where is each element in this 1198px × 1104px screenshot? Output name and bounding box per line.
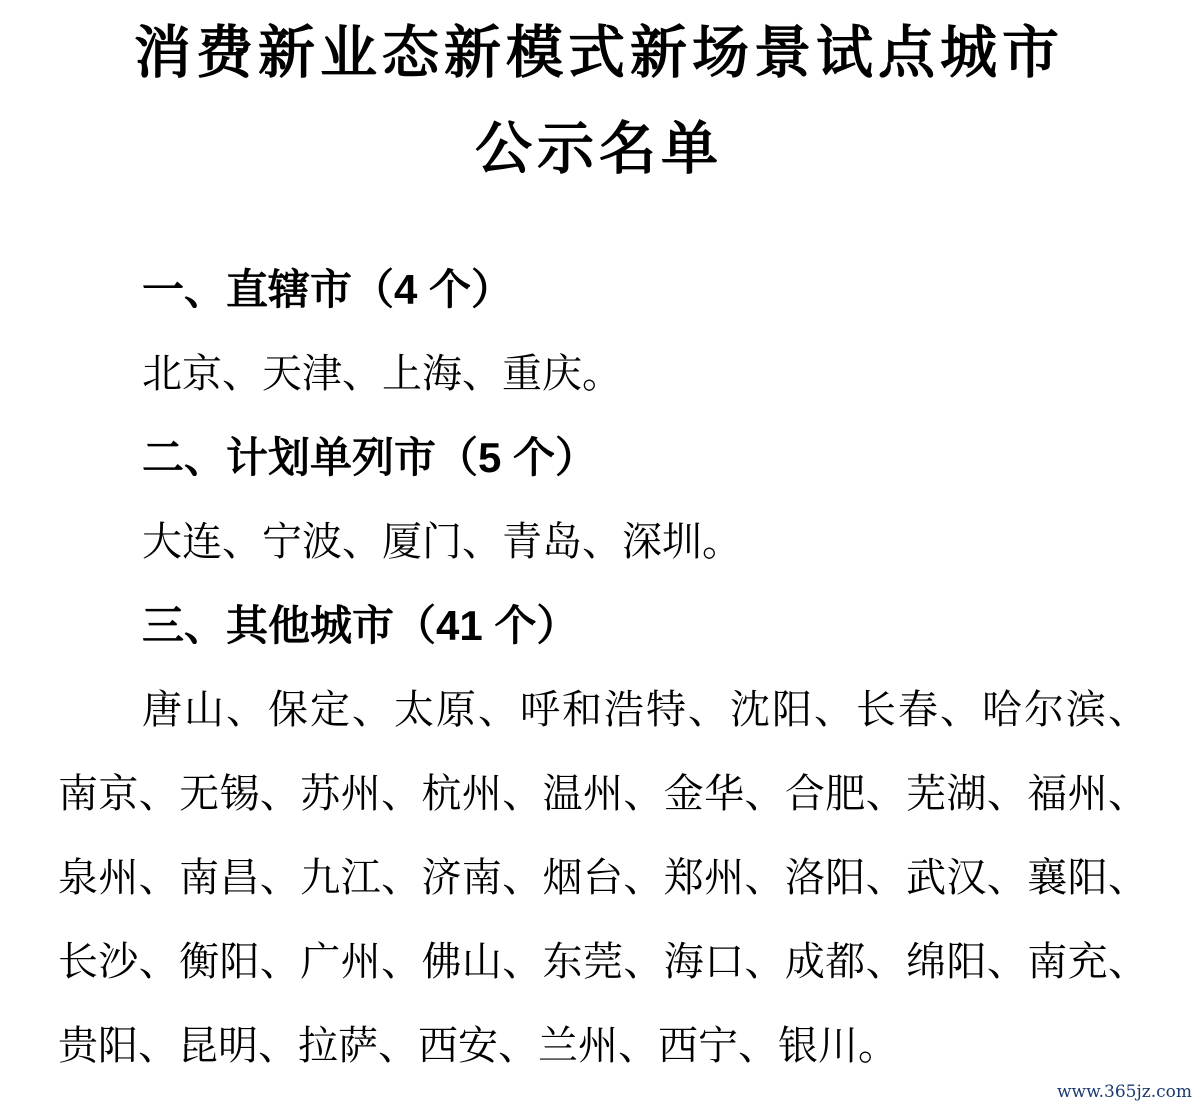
section-3-city-list-line-2: 南京、无锡、苏州、杭州、温州、金华、合肥、芜湖、福州、: [58, 771, 1148, 816]
section-2-city-list: 大连、宁波、厦门、青岛、深圳。: [142, 519, 742, 564]
section-3-city-list-line-4: 长沙、衡阳、广州、佛山、东莞、海口、成都、绵阳、南充、: [58, 939, 1148, 984]
section-3-heading: 三、其他城市（41 个）: [142, 602, 579, 649]
document-body: [58, 248, 1148, 1088]
watermark-url: www.365jz.com: [1057, 1082, 1192, 1102]
document-title: [0, 0, 1198, 198]
section-2-heading: 二、计划单列市（5 个）: [142, 434, 598, 481]
section-1-city-list: 北京、天津、上海、重庆。: [142, 351, 622, 396]
title-line-2: 公示名单: [475, 118, 723, 181]
title-line-1: 消费新业态新模式新场景试点城市: [134, 22, 1064, 85]
section-1-heading: 一、直辖市（4 个）: [142, 266, 514, 313]
section-3-city-list-line-3: 泉州、南昌、九江、济南、烟台、郑州、洛阳、武汉、襄阳、: [58, 855, 1148, 900]
section-3-city-list-line-5: 贵阳、昆明、拉萨、西安、兰州、西宁、银川。: [58, 1023, 898, 1068]
section-3-city-list-line-1: 唐山、保定、太原、呼和浩特、沈阳、长春、哈尔滨、: [142, 687, 1148, 732]
